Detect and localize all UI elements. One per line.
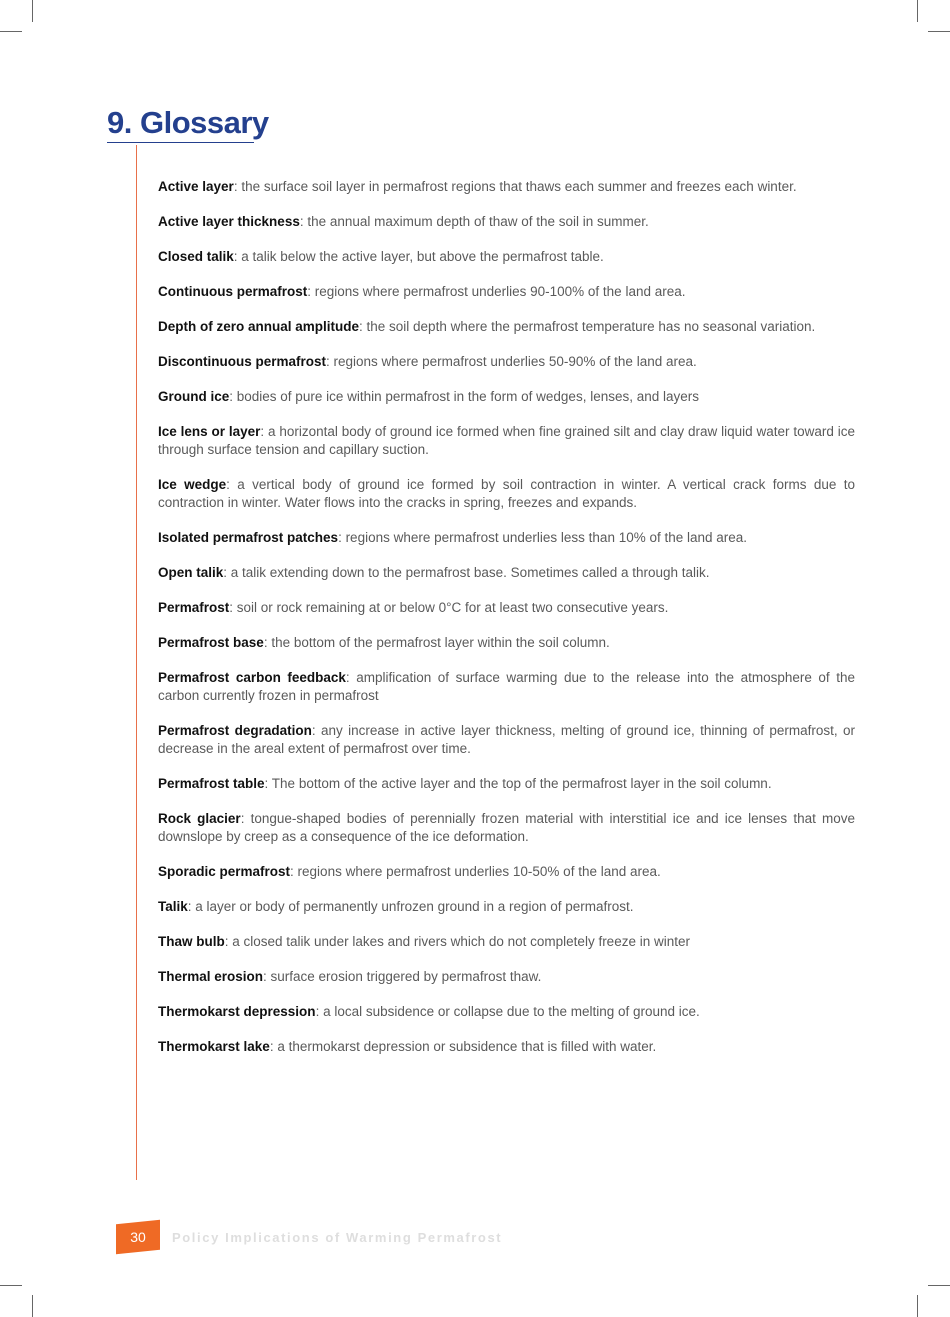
glossary-term: Thermokarst lake xyxy=(158,1039,270,1054)
glossary-definition: : a thermokarst depression or subsidence that is filled with water. xyxy=(269,1039,657,1054)
glossary-definition: : the soil depth where the permafrost temperature has no seasonal variation. xyxy=(359,319,816,334)
glossary-entry xyxy=(158,1038,855,1056)
glossary-definition: : a closed talik under lakes and rivers which do not completely freeze in winter xyxy=(224,934,690,949)
glossary-term: Thaw bulb xyxy=(158,934,225,949)
page-title: 9. Glossary xyxy=(107,105,269,140)
glossary-entry xyxy=(158,599,855,617)
glossary-term: Closed talik xyxy=(158,249,234,264)
glossary-definition: : soil or rock remaining at or below 0°C for at least two consecutive years. xyxy=(229,600,669,615)
glossary-definition: : a local subsidence or collapse due to the melting of ground ice. xyxy=(315,1004,700,1019)
glossary-term: Rock glacier xyxy=(158,811,241,826)
glossary-term: Thermokarst depression xyxy=(158,1004,316,1019)
glossary-entry xyxy=(158,178,855,196)
glossary-entry xyxy=(158,353,855,371)
glossary-term: Isolated permafrost patches xyxy=(158,530,339,545)
glossary-term: Discontinuous permafrost xyxy=(158,354,327,369)
glossary-entry xyxy=(158,529,855,547)
glossary-definition: : regions where permafrost underlies 10-50% of the land area. xyxy=(290,864,661,879)
footer-publication-title: Policy Implications of Warming Permafrost xyxy=(172,1230,503,1245)
glossary-definition: : regions where permafrost underlies less than 10% of the land area. xyxy=(338,530,748,545)
glossary-entry xyxy=(158,669,855,705)
glossary-definition: : a horizontal body of ground ice formed when fine grained silt and clay draw liquid water toward ice through surface tension and capillary suction. xyxy=(158,424,856,457)
glossary-entry xyxy=(158,722,855,758)
glossary-entry xyxy=(158,775,855,793)
glossary-entry xyxy=(158,863,855,881)
glossary-entry xyxy=(158,423,855,459)
glossary-term: Open talik xyxy=(158,565,224,580)
glossary-entry xyxy=(158,634,855,652)
glossary-entry xyxy=(158,933,855,951)
glossary-definition: : The bottom of the active layer and the top of the permafrost layer in the soil column. xyxy=(264,776,772,791)
glossary-term: Sporadic permafrost xyxy=(158,864,291,879)
glossary-entry xyxy=(158,283,855,301)
crop-mark xyxy=(0,1285,22,1286)
glossary-list xyxy=(158,178,855,1073)
crop-mark xyxy=(917,1295,918,1317)
page-number: 30 xyxy=(130,1229,146,1245)
glossary-entry xyxy=(158,968,855,986)
title-underline xyxy=(107,142,254,143)
glossary-entry xyxy=(158,898,855,916)
glossary-term: Permafrost table xyxy=(158,776,265,791)
glossary-entry xyxy=(158,318,855,336)
glossary-term: Continuous permafrost xyxy=(158,284,308,299)
glossary-definition: : bodies of pure ice within permafrost in the form of wedges, lenses, and layers xyxy=(229,389,700,404)
glossary-term: Permafrost base xyxy=(158,635,264,650)
glossary-definition: : a talik below the active layer, but above the permafrost table. xyxy=(233,249,604,264)
glossary-entry xyxy=(158,564,855,582)
glossary-definition: : any increase in active layer thickness, melting of ground ice, thinning of permafrost, or decrease in the areal extent of permafrost over time. xyxy=(158,723,855,756)
glossary-term: Thermal erosion xyxy=(158,969,264,984)
glossary-entry xyxy=(158,476,855,512)
glossary-definition: : amplification of surface warming due to the release into the atmosphere of the carbon currently frozen in permafrost xyxy=(158,670,855,703)
crop-mark xyxy=(928,31,950,32)
glossary-definition: : the annual maximum depth of thaw of the soil in summer. xyxy=(299,214,649,229)
glossary-definition: : the bottom of the permafrost layer within the soil column. xyxy=(263,635,610,650)
crop-mark xyxy=(32,1295,33,1317)
glossary-term: Permafrost carbon feedback xyxy=(158,670,346,685)
glossary-term: Ground ice xyxy=(158,389,230,404)
glossary-definition: : a layer or body of permanently unfrozen ground in a region of permafrost. xyxy=(187,899,634,914)
glossary-entry xyxy=(158,388,855,406)
glossary-definition: : a talik extending down to the permafrost base. Sometimes called a through talik. xyxy=(223,565,710,580)
glossary-term: Ice lens or layer xyxy=(158,424,261,439)
glossary-term: Ice wedge xyxy=(158,477,227,492)
glossary-entry xyxy=(158,1003,855,1021)
glossary-definition: : surface erosion triggered by permafrost thaw. xyxy=(263,969,542,984)
glossary-term: Depth of zero annual amplitude xyxy=(158,319,360,334)
glossary-entry xyxy=(158,810,855,846)
glossary-term: Talik xyxy=(158,899,188,914)
crop-mark xyxy=(32,0,33,22)
glossary-term: Permafrost degradation xyxy=(158,723,312,738)
margin-rule xyxy=(136,145,137,1180)
glossary-term: Active layer thickness xyxy=(158,214,300,229)
crop-mark xyxy=(0,31,22,32)
crop-mark xyxy=(928,1285,950,1286)
glossary-definition: : tongue-shaped bodies of perennially frozen material with interstitial ice and ice lenses that move downslope by creep as a consequence of the ice deformation. xyxy=(158,811,855,844)
glossary-entry xyxy=(158,248,855,266)
glossary-entry xyxy=(158,213,855,231)
glossary-definition: : a vertical body of ground ice formed by soil contraction in winter. A vertical crack forms due to contraction in winter. Water flows into the cracks in spring, freezes and expands. xyxy=(158,477,855,510)
glossary-term: Active layer xyxy=(158,179,234,194)
glossary-definition: : regions where permafrost underlies 50-90% of the land area. xyxy=(326,354,697,369)
glossary-term: Permafrost xyxy=(158,600,230,615)
glossary-definition: : regions where permafrost underlies 90-100% of the land area. xyxy=(307,284,686,299)
glossary-definition: : the surface soil layer in permafrost regions that thaws each summer and freezes each winter. xyxy=(233,179,797,194)
crop-mark xyxy=(917,0,918,22)
